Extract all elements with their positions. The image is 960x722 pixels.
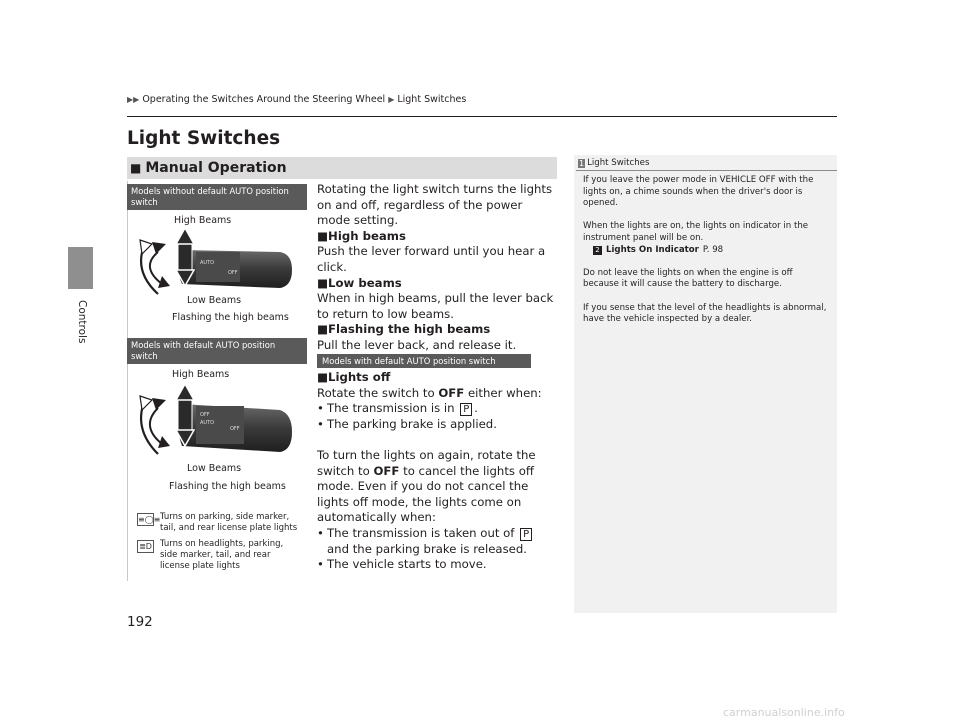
subsection-marker: ■ (317, 228, 329, 243)
flashing-text: Pull the lever back, and release it. (317, 337, 517, 352)
lights-off-block: ■Lights off Rotate the switch to OFF either when: • The transmission is in P . • The parking brake is applied. To turn the lights on again, rotate the switch to OFF to cancel the lights off mode. Even if you do not cancel the lights off mode, the lights come on automatically when: • The transmission is taken out of P and the parking brake is released. • The vehicle starts to move. (317, 370, 557, 573)
headlights-icon: ≣D (137, 540, 154, 553)
legend-row (137, 539, 300, 572)
svg-text:OFF: OFF (230, 426, 240, 432)
section-title: Manual Operation (145, 160, 287, 176)
note-paragraph: If you sense that the level of the headlights is abnormal, have the vehicle inspected by a dealer. (583, 302, 827, 325)
note-paragraph: When the lights are on, the lights on indicator in the instrument panel will be on. (583, 221, 809, 243)
lights-off-heading: Lights off (328, 370, 391, 384)
bullet-item: • The parking brake is applied. (317, 416, 497, 431)
figure1-low-beams-label: Low Beams (187, 295, 242, 306)
body-text (317, 182, 557, 354)
note-number-icon: 1 (579, 158, 585, 168)
breadcrumb (127, 94, 466, 105)
svg-text:OFF: OFF (228, 270, 238, 276)
breadcrumb-item[interactable]: Light Switches (397, 94, 467, 105)
light-switch-lever-auto-illustration (130, 378, 295, 473)
note-title: 1 Light Switches (579, 158, 650, 168)
legend-text: Turns on parking, side marker, tail, and rear license plate lights (160, 512, 298, 533)
bullet-item: • The transmission is in P . (317, 401, 479, 416)
section-heading (127, 157, 557, 179)
subsection-marker: ■ (317, 322, 329, 337)
models-band: Models with default AUTO position switch (317, 354, 531, 368)
figure2-flashing-label: Flashing the high beams (169, 481, 286, 492)
legend-text: Turns on headlights, parking, side marker, tail, and rear license plate lights (160, 539, 284, 571)
svg-text:AUTO: AUTO (200, 260, 215, 266)
breadcrumb-item[interactable]: Operating the Switches Around the Steering Wheel (142, 94, 386, 105)
note-paragraph: If you leave the power mode in VEHICLE OFF with the lights on, a chime sounds when the driver's door is opened. (583, 175, 814, 209)
figure2-label: Models with default AUTO position switch (127, 338, 307, 364)
chapter-label: Controls (76, 300, 88, 344)
page-number: 192 (127, 614, 153, 630)
note-body (583, 175, 831, 337)
figure2-low-beams-label: Low Beams (187, 463, 242, 474)
watermark: carmanualsonline.info (723, 706, 845, 719)
low-beams-text: When in high beams, pull the lever back to return to low beams. (317, 291, 554, 321)
breadcrumb-arrow-icon: ▶ (388, 95, 395, 104)
legend-row (137, 512, 300, 534)
figure1-label: Models without default AUTO position switch (127, 184, 307, 210)
parking-lights-icon: ≡◯≡ (138, 515, 161, 524)
figure1-flashing-label: Flashing the high beams (172, 312, 289, 323)
bullet-item: • The vehicle starts to move. (317, 557, 487, 572)
figure1-high-beams-label: High Beams (174, 215, 232, 226)
intro-paragraph: Rotating the light switch turns the lights on and off, regardless of the power mode setting. (317, 182, 553, 228)
flashing-heading: Flashing the high beams (328, 322, 491, 337)
section-marker: ■ (130, 161, 142, 175)
high-beams-heading: High beams (328, 228, 406, 243)
svg-text:AUTO: AUTO (200, 420, 215, 426)
header-rule (127, 116, 837, 117)
breadcrumb-arrow-icon: ▶▶ (127, 95, 140, 104)
svg-text:OFF: OFF (200, 412, 210, 418)
figure2-high-beams-label: High Beams (172, 369, 230, 380)
bullet-item: • The transmission is taken out of P and the parking brake is released. (317, 526, 557, 557)
subsection-marker: ■ (317, 370, 329, 384)
low-beams-heading: Low beams (328, 275, 402, 290)
note-paragraph: Do not leave the lights on when the engine is off because it will cause the battery to discharge. (583, 267, 793, 290)
chapter-tab (68, 247, 93, 289)
reference-arrow-icon: 2 (593, 246, 602, 255)
note-rule (576, 170, 837, 171)
park-gear-icon: P (460, 403, 472, 416)
high-beams-text: Push the lever forward until you hear a click. (317, 244, 546, 274)
note-reference-link[interactable]: 2 Lights On Indicator P. 98 (583, 245, 831, 257)
page-title: Light Switches (127, 128, 281, 149)
park-gear-icon: P (520, 528, 532, 541)
subsection-marker: ■ (317, 275, 329, 290)
